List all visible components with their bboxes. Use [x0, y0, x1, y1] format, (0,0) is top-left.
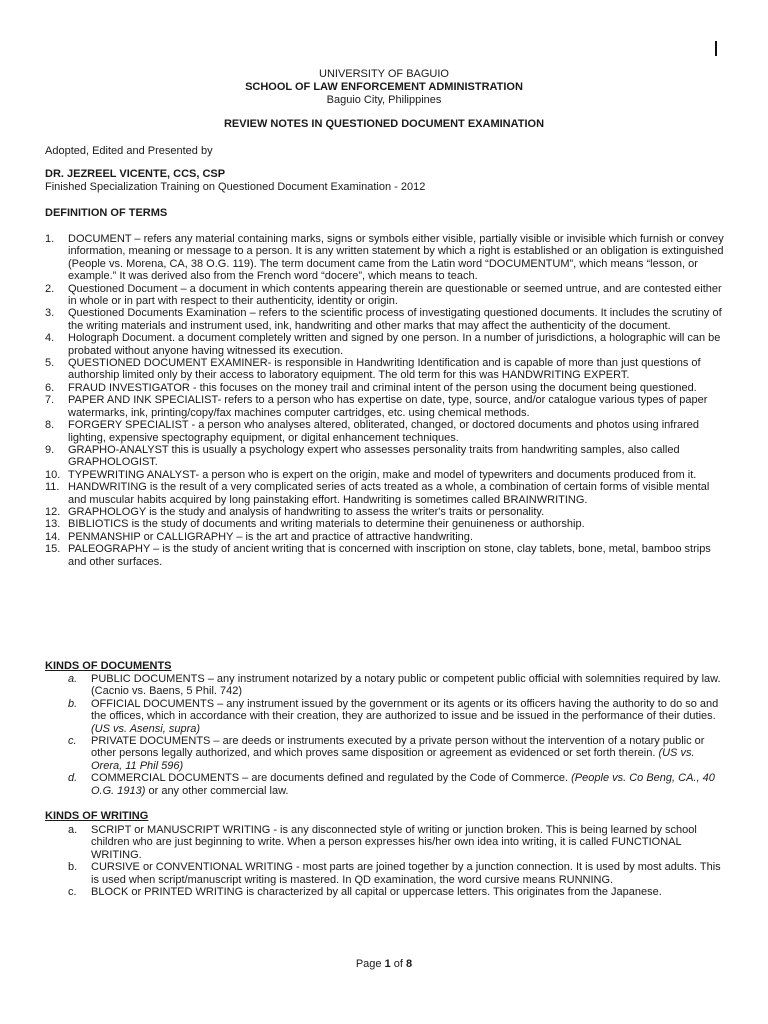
list-marker: c.	[68, 735, 77, 748]
writing-kind-item	[68, 886, 725, 898]
document-kind-item	[68, 673, 725, 698]
document-kind-item	[68, 698, 725, 735]
definition-item	[45, 357, 725, 382]
page-total: 8	[406, 958, 413, 970]
definition-item	[45, 283, 725, 308]
document-title: REVIEW NOTES IN QUESTIONED DOCUMENT EXAMINATION	[223, 118, 545, 130]
list-text: OFFICIAL DOCUMENTS – any instrument issued by the government or its agents or its officers having the authority to do so and the offices, which in accordance with their creation, they are authorized to issue and be issued in the performance of their duties.	[91, 697, 719, 723]
list-text: CURSIVE or CONVENTIONAL WRITING - most parts are joined together by a junction connection. It is used by most adults. This is used when script/manuscript writing is mastered. In QD examination, the word cursive means RUNNING.	[91, 861, 721, 886]
list-marker: 14.	[45, 530, 61, 543]
kinds-of-writing-heading: KINDS OF WRITING	[45, 810, 149, 822]
list-marker: d.	[68, 772, 78, 785]
list-text: Questioned Document – a document in which contents appearing therein are questionable or seemed untrue, and are contested either in whole or in part with respect to their authenticity, identity or origin.	[68, 282, 722, 308]
author-credential: Finished Specialization Training on Questioned Document Examination - 2012	[45, 180, 426, 193]
list-text: FORGERY SPECIALIST - a person who analyses altered, obliterated, changed, or doctored documents and photos using infrared lighting, expensive spectography equipment, or digital enhancement techniques.	[68, 419, 700, 444]
citation: (US vs. Asensi, supra)	[91, 722, 201, 735]
of-word: of	[393, 958, 403, 970]
list-marker: 6.	[45, 381, 55, 394]
list-marker: 3.	[45, 307, 55, 320]
kinds-of-documents-heading: KINDS OF DOCUMENTS	[45, 660, 172, 672]
document-kind-item	[68, 772, 725, 797]
list-text: PALEOGRAPHY – is the study of ancient writing that is concerned with inscription on stone, clay tablets, bone, metal, bamboo strips and other surfaces.	[68, 543, 711, 568]
definition-item	[45, 543, 725, 568]
list-marker: 11.	[45, 481, 60, 494]
definition-item	[45, 531, 725, 543]
page-number: 1	[384, 958, 391, 970]
list-marker: 8.	[45, 419, 55, 432]
author-name: DR. JEZREEL VICENTE, CCS, CSP	[45, 168, 226, 180]
definition-item	[45, 481, 725, 506]
list-marker: a.	[68, 824, 78, 836]
definition-item	[45, 469, 725, 481]
list-marker: 15.	[45, 543, 61, 556]
definition-item	[45, 394, 725, 419]
definition-item	[45, 307, 725, 332]
list-marker: 5.	[45, 357, 55, 370]
definition-item	[45, 506, 725, 518]
list-text: SCRIPT or MANUSCRIPT WRITING - is any disconnected style of writing or junction broken. This is being learned by school children who are just beginning to write. When a person expresses his/her own idea into writing, it is called FUNCTIONAL WRITING.	[91, 824, 697, 861]
list-text: PRIVATE DOCUMENTS – are deeds or instruments executed by a private person without the intervention of a notary public or other persons legally authorized, and which proves same disposition or agreement as evidenced or set forth therein.	[91, 735, 705, 760]
definition-item	[45, 382, 725, 394]
list-text: COMMERCIAL DOCUMENTS – are documents defined and regulated by the Code of Commerce.	[91, 772, 569, 785]
university-name: UNIVERSITY OF BAGUIO	[319, 68, 449, 80]
list-text: PAPER AND INK SPECIALIST- refers to a person who has expertise on date, type, source, and/or catalogue various types of paper watermarks, ink, printing/copy/fax machines computer cartridges, etc. using chemical methods.	[68, 394, 708, 419]
list-marker: 2.	[45, 282, 55, 295]
city-line: Baguio City, Philippines	[326, 94, 442, 106]
list-text: Questioned Documents Examination – refers to the scientific process of investigating questioned documents. It includes the scrutiny of the writing materials and instrument used, ink, handwriting and other marks that may affect the authenticity of the document.	[68, 307, 722, 332]
list-text: HANDWRITING is the result of a very complicated series of acts treated as a whole, a combination of certain forms of visible mental and muscular habits acquired by long painstaking effort. Handwriting is sometimes called BRAINWRITING.	[68, 481, 710, 506]
list-text-tail: or any other commercial law.	[148, 784, 289, 797]
definitions-heading: DEFINITION OF TERMS	[45, 207, 168, 219]
list-marker: 13.	[45, 518, 61, 531]
writing-kind-item	[68, 861, 725, 886]
definition-item	[45, 518, 725, 530]
list-marker: 9.	[45, 443, 55, 456]
kinds-of-documents-list	[68, 673, 725, 797]
list-text: PENMANSHIP or CALLIGRAPHY – is the art and practice of attractive handwriting.	[68, 530, 473, 543]
list-text: DOCUMENT – refers any material containing marks, signs or symbols either visible, partially visible or invisible which furnish or convey information, meaning or message to a person. It is any written statement by which a right is established or an obligation is extinguished (People vs. Morena, CA, 38 O.G. 119). The term document came from the Latin word “DOCUMENTUM”, which means “lesson, or example.” It was derived also from the French word “docere”, which means to teach.	[68, 233, 724, 283]
document-kind-item	[68, 735, 725, 772]
writing-kind-item	[68, 824, 725, 861]
list-marker: b.	[68, 861, 78, 874]
list-text: FRAUD INVESTIGATOR - this focuses on the money trail and criminal intent of the person using the document being questioned.	[68, 381, 697, 394]
list-text: GRAPHOLOGY is the study and analysis of handwriting to assess the writer's traits or personality.	[68, 505, 545, 518]
page-word: Page	[355, 958, 382, 970]
definition-item	[45, 332, 725, 357]
list-marker: 1.	[45, 233, 55, 245]
list-text: TYPEWRITING ANALYST- a person who is expert on the origin, make and model of typewriters and documents produced from it.	[68, 468, 697, 481]
citation: (US vs. Orera, 11 Phil 596)	[91, 747, 695, 772]
list-text: PUBLIC DOCUMENTS – any instrument notarized by a notary public or competent public official with solemnities required by law. (Cacnio vs. Baens, 5 Phil. 742)	[91, 673, 721, 698]
adopted-line: Adopted, Edited and Presented by	[45, 145, 213, 157]
author-block	[45, 168, 425, 193]
list-text: Holograph Document. a document completely written and signed by one person. In a number of jurisdictions, a holographic will can be probated without anyone having witnessed its execution.	[68, 332, 721, 357]
kinds-of-writing-list	[68, 824, 725, 898]
definitions-list	[45, 233, 725, 568]
list-text: BIBLIOTICS is the study of documents and writing materials to determine their genuineness or authorship.	[68, 518, 585, 531]
definition-item	[45, 419, 725, 444]
list-marker: 4.	[45, 332, 55, 345]
list-marker: a.	[68, 673, 78, 685]
page-footer	[0, 958, 768, 970]
school-name: SCHOOL OF LAW ENFORCEMENT ADMINISTRATION	[245, 81, 523, 93]
list-text: GRAPHO-ANALYST this is usually a psychology expert who assesses personality traits from handwriting samples, also called GRAPHOLOGIST.	[68, 443, 680, 469]
list-marker: 10.	[45, 468, 61, 481]
list-text: BLOCK or PRINTED WRITING is characterized by all capital or uppercase letters. This originates from the Japanese.	[91, 886, 662, 899]
definition-item	[45, 444, 725, 469]
list-marker: 12.	[45, 505, 61, 518]
list-marker: c.	[68, 886, 77, 899]
document-header	[0, 68, 768, 107]
list-marker: b.	[68, 697, 78, 710]
text-cursor	[715, 41, 717, 56]
definition-item	[45, 233, 725, 283]
list-text: QUESTIONED DOCUMENT EXAMINER- is responsible in Handwriting Identification and is capable of more than just questions of authorship limited only by their access to laboratory equipment. The old term for this was HANDWRITING EXPERT.	[68, 357, 701, 382]
citation: (People vs. Co Beng, CA., 40 O.G. 1913)	[91, 772, 715, 797]
list-marker: 7.	[45, 394, 55, 407]
